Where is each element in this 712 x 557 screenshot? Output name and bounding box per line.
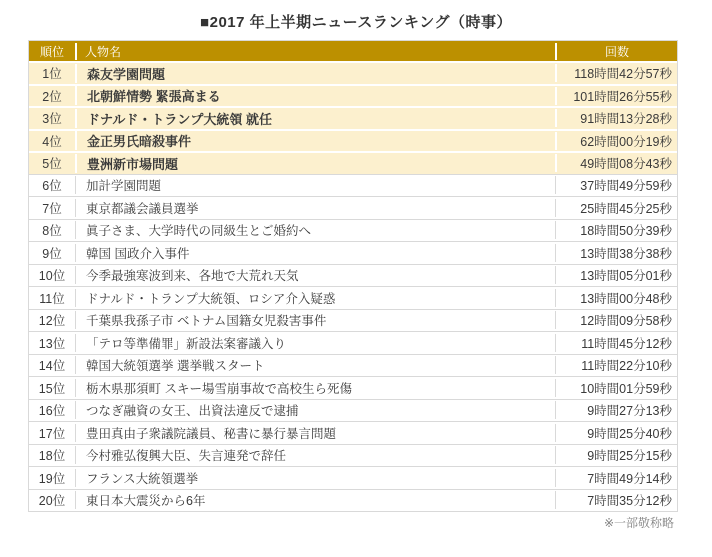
rank-cell: 17位 [38, 426, 66, 441]
count-cell: 7時間35分12秒 [555, 491, 677, 509]
rank-cell: 19位 [38, 471, 66, 486]
table-row [29, 84, 677, 107]
count-cell: 101時間26分55秒 [555, 87, 677, 105]
name-cell: 千葉県我孫子市 ベトナム国籍女児殺害事件 [75, 311, 555, 329]
rank-cell: 7位 [42, 201, 62, 216]
header-rank: 順位 [39, 44, 64, 59]
rank-cell: 1位 [42, 67, 62, 82]
count-cell: 9時間25分40秒 [555, 424, 677, 442]
count-cell: 13時間05分01秒 [555, 266, 677, 284]
table-row [29, 421, 677, 444]
name-cell: 栃木県那須町 スキー場雪崩事故で高校生ら死傷 [75, 379, 555, 397]
count-cell: 13時間00分48秒 [555, 289, 677, 307]
name-cell: 加計学園問題 [75, 176, 555, 194]
count-cell: 7時間49分14秒 [555, 469, 677, 487]
table-row [29, 61, 677, 84]
table-row [29, 376, 677, 399]
name-cell: 韓国大統領選挙 選挙戦スタート [75, 356, 555, 374]
count-cell: 11時間22分10秒 [555, 356, 677, 374]
header-name: 人物名 [75, 43, 555, 60]
name-cell: 東日本大震災から6年 [75, 491, 555, 509]
count-cell: 9時間25分15秒 [555, 446, 677, 464]
rank-cell: 2位 [42, 89, 62, 104]
rank-cell: 3位 [42, 112, 62, 127]
table-row [29, 309, 677, 332]
rank-cell: 8位 [42, 224, 62, 239]
table-row [29, 219, 677, 242]
table-row [29, 286, 677, 309]
table-row [29, 466, 677, 489]
rank-cell: 15位 [38, 381, 66, 396]
rank-cell: 20位 [38, 494, 66, 509]
header-count: 回数 [555, 43, 677, 60]
name-cell: 眞子さま、大学時代の同級生とご婚約へ [75, 221, 555, 239]
rank-cell: 13位 [38, 336, 66, 351]
rank-cell: 6位 [42, 179, 62, 194]
table-row [29, 174, 677, 197]
table-row [29, 444, 677, 467]
table-row [29, 151, 677, 174]
table-row [29, 241, 677, 264]
count-cell: 12時間09分58秒 [555, 311, 677, 329]
name-cell: 東京都議会議員選挙 [75, 199, 555, 217]
ranking-table [28, 40, 678, 512]
name-cell: 今村雅弘復興大臣、失言連発で辞任 [75, 446, 555, 464]
count-cell: 118時間42分57秒 [555, 64, 677, 82]
count-cell: 37時間49分59秒 [555, 176, 677, 194]
table-row [29, 129, 677, 152]
count-cell: 9時間27分13秒 [555, 401, 677, 419]
table-row [29, 354, 677, 377]
name-cell: 「テロ等準備罪」新設法案審議入り [75, 334, 555, 352]
count-cell: 62時間00分19秒 [555, 132, 677, 150]
name-cell: 豊洲新市場問題 [75, 154, 555, 173]
name-cell: つなぎ融資の女王、出資法違反で逮捕 [75, 401, 555, 419]
count-cell: 11時間45分12秒 [555, 334, 677, 352]
rank-cell: 18位 [38, 449, 66, 464]
name-cell: ドナルド・トランプ大統領、ロシア介入疑惑 [75, 289, 555, 307]
table-row [29, 489, 677, 512]
name-cell: 韓国 国政介入事件 [75, 244, 555, 262]
rank-cell: 5位 [42, 157, 62, 172]
table-row [29, 264, 677, 287]
rank-cell: 10位 [38, 269, 66, 284]
name-cell: 今季最強寒波到来、各地で大荒れ天気 [75, 266, 555, 284]
table-row [29, 331, 677, 354]
rank-cell: 12位 [38, 314, 66, 329]
rank-cell: 14位 [38, 359, 66, 374]
count-cell: 10時間01分59秒 [555, 379, 677, 397]
rank-cell: 9位 [42, 246, 62, 261]
rank-cell: 4位 [42, 134, 62, 149]
table-header-row [29, 41, 677, 61]
name-cell: ドナルド・トランプ大統領 就任 [75, 109, 555, 128]
name-cell: 豊田真由子衆議院議員、秘書に暴行暴言問題 [75, 424, 555, 442]
name-cell: 森友学園問題 [75, 64, 555, 83]
table-row [29, 399, 677, 422]
rank-cell: 11位 [39, 291, 65, 306]
table-body [29, 61, 677, 511]
name-cell: フランス大統領選挙 [75, 469, 555, 487]
footnote: ※一部敬称略 [603, 516, 674, 530]
count-cell: 13時間38分38秒 [555, 244, 677, 262]
rank-cell: 16位 [38, 404, 66, 419]
table-row [29, 196, 677, 219]
count-cell: 91時間13分28秒 [555, 109, 677, 127]
count-cell: 18時間50分39秒 [555, 221, 677, 239]
name-cell: 北朝鮮情勢 緊張高まる [75, 86, 555, 105]
name-cell: 金正男氏暗殺事件 [75, 131, 555, 150]
count-cell: 25時間45分25秒 [555, 199, 677, 217]
table-row [29, 106, 677, 129]
count-cell: 49時間08分43秒 [555, 154, 677, 172]
page-title: ■2017 年上半期ニュースランキング（時事） [200, 14, 512, 31]
